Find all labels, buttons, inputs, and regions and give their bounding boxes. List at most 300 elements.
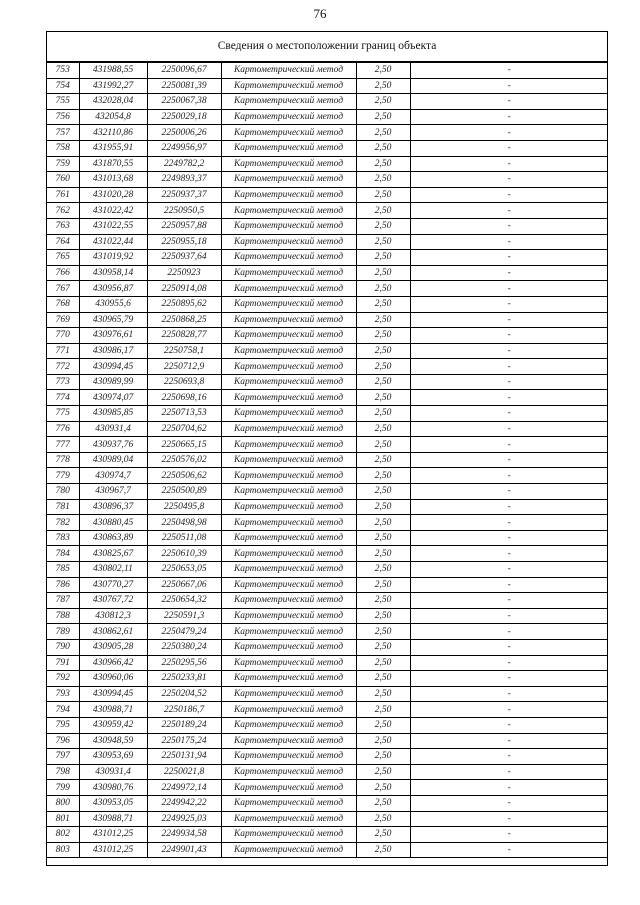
accuracy-cell: 2,50	[356, 780, 410, 796]
method-cell: Картометрический метод	[221, 593, 356, 609]
accuracy-cell: 2,50	[356, 624, 410, 640]
method-cell: Картометрический метод	[221, 328, 356, 344]
y-coordinate-cell: 2250096,67	[147, 63, 221, 79]
accuracy-cell: 2,50	[356, 499, 410, 515]
x-coordinate-cell: 430953,05	[79, 795, 147, 811]
point-number-cell: 757	[47, 125, 79, 141]
method-cell: Картометрический метод	[221, 187, 356, 203]
accuracy-cell: 2,50	[356, 343, 410, 359]
point-number-cell: 794	[47, 702, 79, 718]
point-number-cell: 789	[47, 624, 79, 640]
x-coordinate-cell: 430989,99	[79, 374, 147, 390]
method-cell: Картометрический метод	[221, 343, 356, 359]
x-coordinate-cell: 430959,42	[79, 717, 147, 733]
point-number-cell: 779	[47, 468, 79, 484]
method-cell: Картометрический метод	[221, 421, 356, 437]
table-row	[47, 764, 608, 780]
y-coordinate-cell: 2250698,16	[147, 390, 221, 406]
x-coordinate-cell: 431019,92	[79, 250, 147, 266]
table-row	[47, 421, 608, 437]
table-title: Сведения о местоположении границ объекта	[47, 32, 607, 62]
point-number-cell: 802	[47, 827, 79, 843]
description-cell: -	[410, 530, 608, 546]
table-row	[47, 842, 608, 858]
accuracy-cell: 2,50	[356, 515, 410, 531]
method-cell: Картометрический метод	[221, 686, 356, 702]
table-row	[47, 187, 608, 203]
x-coordinate-cell: 431012,25	[79, 842, 147, 858]
x-coordinate-cell: 431012,25	[79, 827, 147, 843]
description-cell: -	[410, 811, 608, 827]
accuracy-cell: 2,50	[356, 359, 410, 375]
x-coordinate-cell: 430967,7	[79, 484, 147, 500]
y-coordinate-cell: 2250021,8	[147, 764, 221, 780]
table-row	[47, 374, 608, 390]
point-number-cell: 763	[47, 218, 79, 234]
table-row	[47, 94, 608, 110]
y-coordinate-cell: 2250610,39	[147, 546, 221, 562]
x-coordinate-cell: 430931,4	[79, 764, 147, 780]
y-coordinate-cell: 2250957,88	[147, 218, 221, 234]
y-coordinate-cell: 2250654,32	[147, 593, 221, 609]
x-coordinate-cell: 430862,61	[79, 624, 147, 640]
y-coordinate-cell: 2249972,14	[147, 780, 221, 796]
accuracy-cell: 2,50	[356, 172, 410, 188]
method-cell: Картометрический метод	[221, 530, 356, 546]
y-coordinate-cell: 2250498,98	[147, 515, 221, 531]
table-row	[47, 437, 608, 453]
accuracy-cell: 2,50	[356, 546, 410, 562]
description-cell: -	[410, 717, 608, 733]
x-coordinate-cell: 430956,87	[79, 281, 147, 297]
description-cell: -	[410, 265, 608, 281]
table-row	[47, 577, 608, 593]
y-coordinate-cell: 2250506,62	[147, 468, 221, 484]
point-number-cell: 788	[47, 608, 79, 624]
point-number-cell: 790	[47, 639, 79, 655]
description-cell: -	[410, 218, 608, 234]
table-row	[47, 515, 608, 531]
x-coordinate-cell: 431955,91	[79, 140, 147, 156]
y-coordinate-cell: 2250591,3	[147, 608, 221, 624]
accuracy-cell: 2,50	[356, 671, 410, 687]
table-row	[47, 234, 608, 250]
accuracy-cell: 2,50	[356, 63, 410, 79]
method-cell: Картометрический метод	[221, 218, 356, 234]
accuracy-cell: 2,50	[356, 125, 410, 141]
point-number-cell: 774	[47, 390, 79, 406]
table-row	[47, 452, 608, 468]
accuracy-cell: 2,50	[356, 281, 410, 297]
x-coordinate-cell: 431022,55	[79, 218, 147, 234]
method-cell: Картометрический метод	[221, 374, 356, 390]
method-cell: Картометрический метод	[221, 484, 356, 500]
point-number-cell: 803	[47, 842, 79, 858]
description-cell: -	[410, 296, 608, 312]
y-coordinate-cell: 2250175,24	[147, 733, 221, 749]
x-coordinate-cell: 430994,45	[79, 359, 147, 375]
table-row	[47, 546, 608, 562]
y-coordinate-cell: 2250295,56	[147, 655, 221, 671]
x-coordinate-cell: 430966,42	[79, 655, 147, 671]
accuracy-cell: 2,50	[356, 250, 410, 266]
x-coordinate-cell: 430812,3	[79, 608, 147, 624]
accuracy-cell: 2,50	[356, 608, 410, 624]
x-coordinate-cell: 430976,61	[79, 328, 147, 344]
y-coordinate-cell: 2250667,06	[147, 577, 221, 593]
description-cell: -	[410, 406, 608, 422]
x-coordinate-cell: 430960,06	[79, 671, 147, 687]
point-number-cell: 768	[47, 296, 79, 312]
method-cell: Картометрический метод	[221, 624, 356, 640]
table-row	[47, 530, 608, 546]
method-cell: Картометрический метод	[221, 359, 356, 375]
y-coordinate-cell: 2250081,39	[147, 78, 221, 94]
description-cell: -	[410, 749, 608, 765]
y-coordinate-cell: 2250511,08	[147, 530, 221, 546]
y-coordinate-cell: 2250758,1	[147, 343, 221, 359]
x-coordinate-cell: 430974,07	[79, 390, 147, 406]
point-number-cell: 786	[47, 577, 79, 593]
accuracy-cell: 2,50	[356, 702, 410, 718]
point-number-cell: 771	[47, 343, 79, 359]
method-cell: Картометрический метод	[221, 546, 356, 562]
accuracy-cell: 2,50	[356, 655, 410, 671]
y-coordinate-cell: 2250665,15	[147, 437, 221, 453]
y-coordinate-cell: 2250067,38	[147, 94, 221, 110]
y-coordinate-cell: 2250937,64	[147, 250, 221, 266]
table-row	[47, 624, 608, 640]
accuracy-cell: 2,50	[356, 265, 410, 281]
method-cell: Картометрический метод	[221, 702, 356, 718]
description-cell: -	[410, 63, 608, 79]
boundary-table-frame	[46, 31, 608, 866]
table-row	[47, 749, 608, 765]
x-coordinate-cell: 430994,45	[79, 686, 147, 702]
table-row	[47, 172, 608, 188]
method-cell: Картометрический метод	[221, 156, 356, 172]
y-coordinate-cell: 2250895,62	[147, 296, 221, 312]
accuracy-cell: 2,50	[356, 390, 410, 406]
x-coordinate-cell: 430905,28	[79, 639, 147, 655]
point-number-cell: 766	[47, 265, 79, 281]
point-number-cell: 793	[47, 686, 79, 702]
y-coordinate-cell: 2250693,8	[147, 374, 221, 390]
method-cell: Картометрический метод	[221, 562, 356, 578]
table-row	[47, 780, 608, 796]
method-cell: Картометрический метод	[221, 390, 356, 406]
description-cell: -	[410, 390, 608, 406]
method-cell: Картометрический метод	[221, 265, 356, 281]
point-number-cell: 800	[47, 795, 79, 811]
table-row	[47, 608, 608, 624]
x-coordinate-cell: 431992,27	[79, 78, 147, 94]
x-coordinate-cell: 430770,27	[79, 577, 147, 593]
method-cell: Картометрический метод	[221, 639, 356, 655]
y-coordinate-cell: 2250029,18	[147, 109, 221, 125]
description-cell: -	[410, 546, 608, 562]
description-cell: -	[410, 733, 608, 749]
table-row	[47, 109, 608, 125]
description-cell: -	[410, 780, 608, 796]
table-row	[47, 218, 608, 234]
point-number-cell: 770	[47, 328, 79, 344]
x-coordinate-cell: 430974,7	[79, 468, 147, 484]
accuracy-cell: 2,50	[356, 749, 410, 765]
accuracy-cell: 2,50	[356, 827, 410, 843]
x-coordinate-cell: 430955,6	[79, 296, 147, 312]
accuracy-cell: 2,50	[356, 811, 410, 827]
y-coordinate-cell: 2250495,8	[147, 499, 221, 515]
x-coordinate-cell: 430880,45	[79, 515, 147, 531]
table-row	[47, 717, 608, 733]
point-number-cell: 760	[47, 172, 79, 188]
accuracy-cell: 2,50	[356, 156, 410, 172]
y-coordinate-cell: 2249956,97	[147, 140, 221, 156]
accuracy-cell: 2,50	[356, 795, 410, 811]
method-cell: Картометрический метод	[221, 515, 356, 531]
description-cell: -	[410, 686, 608, 702]
description-cell: -	[410, 281, 608, 297]
y-coordinate-cell: 2250380,24	[147, 639, 221, 655]
y-coordinate-cell: 2249782,2	[147, 156, 221, 172]
y-coordinate-cell: 2250233,81	[147, 671, 221, 687]
y-coordinate-cell: 2250923	[147, 265, 221, 281]
x-coordinate-cell: 432110,86	[79, 125, 147, 141]
point-number-cell: 795	[47, 717, 79, 733]
x-coordinate-cell: 430965,79	[79, 312, 147, 328]
description-cell: -	[410, 484, 608, 500]
table-row	[47, 203, 608, 219]
point-number-cell: 783	[47, 530, 79, 546]
y-coordinate-cell: 2250914,08	[147, 281, 221, 297]
description-cell: -	[410, 452, 608, 468]
description-cell: -	[410, 702, 608, 718]
point-number-cell: 764	[47, 234, 79, 250]
point-number-cell: 796	[47, 733, 79, 749]
point-number-cell: 777	[47, 437, 79, 453]
point-number-cell: 759	[47, 156, 79, 172]
point-number-cell: 785	[47, 562, 79, 578]
accuracy-cell: 2,50	[356, 639, 410, 655]
x-coordinate-cell: 431013,68	[79, 172, 147, 188]
point-number-cell: 784	[47, 546, 79, 562]
point-number-cell: 780	[47, 484, 79, 500]
accuracy-cell: 2,50	[356, 187, 410, 203]
table-row	[47, 281, 608, 297]
x-coordinate-cell: 432028,04	[79, 94, 147, 110]
description-cell: -	[410, 515, 608, 531]
y-coordinate-cell: 2249942,22	[147, 795, 221, 811]
description-cell: -	[410, 78, 608, 94]
point-number-cell: 772	[47, 359, 79, 375]
page-number: 76	[313, 6, 327, 21]
description-cell: -	[410, 359, 608, 375]
y-coordinate-cell: 2250955,18	[147, 234, 221, 250]
table-row	[47, 468, 608, 484]
point-number-cell: 773	[47, 374, 79, 390]
description-cell: -	[410, 203, 608, 219]
accuracy-cell: 2,50	[356, 140, 410, 156]
method-cell: Картометрический метод	[221, 140, 356, 156]
method-cell: Картометрический метод	[221, 78, 356, 94]
y-coordinate-cell: 2250189,24	[147, 717, 221, 733]
y-coordinate-cell: 2250479,24	[147, 624, 221, 640]
y-coordinate-cell: 2250868,25	[147, 312, 221, 328]
x-coordinate-cell: 430980,76	[79, 780, 147, 796]
method-cell: Картометрический метод	[221, 499, 356, 515]
y-coordinate-cell: 2250186,7	[147, 702, 221, 718]
x-coordinate-cell: 430802,11	[79, 562, 147, 578]
method-cell: Картометрический метод	[221, 842, 356, 858]
description-cell: -	[410, 187, 608, 203]
table-row	[47, 140, 608, 156]
accuracy-cell: 2,50	[356, 452, 410, 468]
y-coordinate-cell: 2250006,26	[147, 125, 221, 141]
x-coordinate-cell: 430986,17	[79, 343, 147, 359]
accuracy-cell: 2,50	[356, 234, 410, 250]
description-cell: -	[410, 172, 608, 188]
point-number-cell: 767	[47, 281, 79, 297]
description-cell: -	[410, 639, 608, 655]
table-row	[47, 312, 608, 328]
description-cell: -	[410, 421, 608, 437]
x-coordinate-cell: 430863,89	[79, 530, 147, 546]
description-cell: -	[410, 842, 608, 858]
accuracy-cell: 2,50	[356, 842, 410, 858]
y-coordinate-cell: 2250704,62	[147, 421, 221, 437]
table-row	[47, 671, 608, 687]
x-coordinate-cell: 430937,76	[79, 437, 147, 453]
description-cell: -	[410, 827, 608, 843]
y-coordinate-cell: 2249901,43	[147, 842, 221, 858]
x-coordinate-cell: 430931,4	[79, 421, 147, 437]
method-cell: Картометрический метод	[221, 780, 356, 796]
y-coordinate-cell: 2250712,9	[147, 359, 221, 375]
x-coordinate-cell: 430988,71	[79, 702, 147, 718]
description-cell: -	[410, 94, 608, 110]
y-coordinate-cell: 2250131,94	[147, 749, 221, 765]
table-row	[47, 63, 608, 79]
x-coordinate-cell: 431022,42	[79, 203, 147, 219]
point-number-cell: 782	[47, 515, 79, 531]
accuracy-cell: 2,50	[356, 203, 410, 219]
x-coordinate-cell: 430989,04	[79, 452, 147, 468]
method-cell: Картометрический метод	[221, 795, 356, 811]
accuracy-cell: 2,50	[356, 468, 410, 484]
description-cell: -	[410, 655, 608, 671]
method-cell: Картометрический метод	[221, 827, 356, 843]
description-cell: -	[410, 140, 608, 156]
description-cell: -	[410, 795, 608, 811]
point-number-cell: 758	[47, 140, 79, 156]
point-number-cell: 761	[47, 187, 79, 203]
accuracy-cell: 2,50	[356, 406, 410, 422]
description-cell: -	[410, 250, 608, 266]
method-cell: Картометрический метод	[221, 312, 356, 328]
table-row	[47, 78, 608, 94]
method-cell: Картометрический метод	[221, 94, 356, 110]
accuracy-cell: 2,50	[356, 593, 410, 609]
description-cell: -	[410, 468, 608, 484]
method-cell: Картометрический метод	[221, 764, 356, 780]
x-coordinate-cell: 432054,8	[79, 109, 147, 125]
point-number-cell: 798	[47, 764, 79, 780]
method-cell: Картометрический метод	[221, 172, 356, 188]
description-cell: -	[410, 624, 608, 640]
table-row	[47, 484, 608, 500]
coordinates-table	[47, 62, 608, 858]
table-row	[47, 156, 608, 172]
point-number-cell: 775	[47, 406, 79, 422]
accuracy-cell: 2,50	[356, 562, 410, 578]
x-coordinate-cell: 431988,55	[79, 63, 147, 79]
point-number-cell: 776	[47, 421, 79, 437]
point-number-cell: 792	[47, 671, 79, 687]
table-row	[47, 655, 608, 671]
x-coordinate-cell: 430988,71	[79, 811, 147, 827]
table-row	[47, 328, 608, 344]
accuracy-cell: 2,50	[356, 421, 410, 437]
point-number-cell: 753	[47, 63, 79, 79]
x-coordinate-cell: 431870,55	[79, 156, 147, 172]
description-cell: -	[410, 156, 608, 172]
method-cell: Картометрический метод	[221, 671, 356, 687]
table-row	[47, 811, 608, 827]
accuracy-cell: 2,50	[356, 484, 410, 500]
point-number-cell: 797	[47, 749, 79, 765]
description-cell: -	[410, 328, 608, 344]
method-cell: Картометрический метод	[221, 717, 356, 733]
accuracy-cell: 2,50	[356, 78, 410, 94]
description-cell: -	[410, 234, 608, 250]
point-number-cell: 781	[47, 499, 79, 515]
table-row	[47, 390, 608, 406]
table-row	[47, 296, 608, 312]
y-coordinate-cell: 2250828,77	[147, 328, 221, 344]
description-cell: -	[410, 593, 608, 609]
table-row	[47, 125, 608, 141]
description-cell: -	[410, 125, 608, 141]
x-coordinate-cell: 431022,44	[79, 234, 147, 250]
table-row	[47, 359, 608, 375]
method-cell: Картометрический метод	[221, 281, 356, 297]
method-cell: Картометрический метод	[221, 749, 356, 765]
point-number-cell: 801	[47, 811, 79, 827]
table-row	[47, 406, 608, 422]
accuracy-cell: 2,50	[356, 374, 410, 390]
y-coordinate-cell: 2250937,37	[147, 187, 221, 203]
table-row	[47, 733, 608, 749]
accuracy-cell: 2,50	[356, 530, 410, 546]
method-cell: Картометрический метод	[221, 250, 356, 266]
y-coordinate-cell: 2250950,5	[147, 203, 221, 219]
x-coordinate-cell: 430825,67	[79, 546, 147, 562]
description-cell: -	[410, 437, 608, 453]
x-coordinate-cell: 430896,37	[79, 499, 147, 515]
table-row	[47, 827, 608, 843]
point-number-cell: 769	[47, 312, 79, 328]
accuracy-cell: 2,50	[356, 296, 410, 312]
point-number-cell: 756	[47, 109, 79, 125]
method-cell: Картометрический метод	[221, 452, 356, 468]
table-row	[47, 593, 608, 609]
table-row	[47, 343, 608, 359]
method-cell: Картометрический метод	[221, 811, 356, 827]
method-cell: Картометрический метод	[221, 234, 356, 250]
y-coordinate-cell: 2250204,52	[147, 686, 221, 702]
y-coordinate-cell: 2249893,37	[147, 172, 221, 188]
